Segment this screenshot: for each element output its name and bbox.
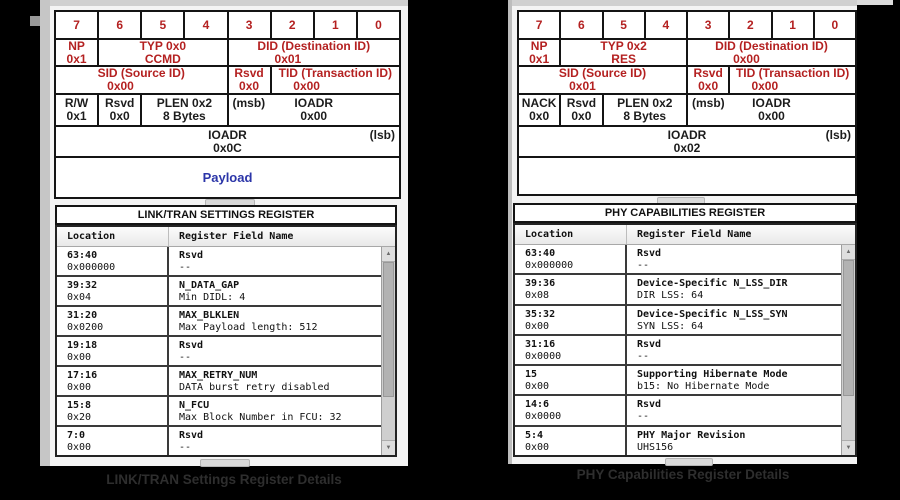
res-packet-panel bbox=[508, 0, 857, 464]
register-row: 7:0 0x00 Rsvd -- bbox=[57, 425, 395, 455]
rw-field: R/W 0x1 bbox=[56, 95, 97, 125]
bit-header-4: 4 bbox=[185, 12, 226, 38]
register-table-body bbox=[515, 245, 855, 455]
sid-field: SID (Source ID) 0x01 bbox=[519, 67, 686, 93]
register-row: 14:6 0x0000 Rsvd -- bbox=[515, 394, 855, 424]
bit-header-7: 7 bbox=[56, 12, 97, 38]
bit-header-5: 5 bbox=[142, 12, 183, 38]
bit-header-0: 0 bbox=[815, 12, 855, 38]
np-field: NP 0x1 bbox=[56, 40, 97, 65]
plen-field: PLEN 0x2 8 Bytes bbox=[142, 95, 226, 125]
ioadr-msb-field: (msb) IOADR 0x00 bbox=[229, 95, 400, 125]
register-row: 19:18 0x00 Rsvd -- bbox=[57, 335, 395, 365]
ioadr-lsb-field: (lsb) IOADR 0x0C bbox=[56, 127, 399, 156]
scrollbar-thumb[interactable] bbox=[843, 260, 854, 396]
phy-capabilities-register-table bbox=[513, 223, 857, 457]
register-table-title: LINK/TRAN SETTINGS REGISTER bbox=[55, 205, 397, 225]
link-tran-settings-register-table bbox=[55, 225, 397, 457]
register-table-header bbox=[57, 227, 395, 247]
register-row: 63:40 0x000000 Rsvd -- bbox=[515, 245, 855, 273]
typ-field: TYP 0x0 CCMD bbox=[99, 40, 226, 65]
rsvd-field: Rsvd 0x0 bbox=[688, 67, 728, 93]
did-field: DID (Destination ID) 0x00 bbox=[688, 40, 855, 65]
register-row: 39:32 0x04 N_DATA_GAP Min DIDL: 4 bbox=[57, 275, 395, 305]
bit-header-4: 4 bbox=[646, 12, 686, 38]
payload-field-empty bbox=[519, 158, 855, 194]
register-row: 5:4 0x00 PHY Major Revision UHS156 bbox=[515, 425, 855, 455]
ccmd-packet-bitfield-table bbox=[54, 10, 401, 199]
did-field: DID (Destination ID) 0x01 bbox=[229, 40, 400, 65]
column-header-location: Location bbox=[57, 227, 169, 246]
register-row: 31:16 0x0000 Rsvd -- bbox=[515, 334, 855, 364]
bit-header-7: 7 bbox=[519, 12, 559, 38]
bit-header-5: 5 bbox=[604, 12, 644, 38]
register-row: 35:32 0x00 Device-Specific N_LSS_SYN SYN LSS: 64 bbox=[515, 304, 855, 334]
bit-header-1: 1 bbox=[773, 12, 813, 38]
register-row: 39:36 0x08 Device-Specific N_LSS_DIR DIR LSS: 64 bbox=[515, 273, 855, 303]
sid-field: SID (Source ID) 0x00 bbox=[56, 67, 227, 93]
register-row: 31:20 0x0200 MAX_BLKLEN Max Payload length: 512 bbox=[57, 305, 395, 335]
column-header-location: Location bbox=[515, 225, 627, 244]
register-row: 63:40 0x000000 Rsvd -- bbox=[57, 247, 395, 275]
figure-caption-left: LINK/TRAN Settings Register Details bbox=[106, 472, 342, 487]
scroll-up-icon[interactable]: ▲ bbox=[382, 247, 395, 262]
column-header-field-name: Register Field Name bbox=[637, 229, 752, 240]
nack-field: NACK 0x0 bbox=[519, 95, 559, 125]
ccmd-packet-panel bbox=[40, 0, 408, 466]
bit-header-0: 0 bbox=[358, 12, 399, 38]
scroll-down-icon[interactable]: ▼ bbox=[842, 440, 855, 455]
scroll-down-icon[interactable]: ▼ bbox=[382, 440, 395, 455]
window-left-border bbox=[508, 0, 512, 464]
tid-field: TID (Transaction ID) 0x00 bbox=[272, 67, 399, 93]
register-table-body bbox=[57, 247, 395, 455]
register-row: 15:8 0x20 N_FCU Max Block Number in FCU: 32 bbox=[57, 395, 395, 425]
rsvd-field: Rsvd 0x0 bbox=[99, 95, 140, 125]
plen-field: PLEN 0x2 8 Bytes bbox=[604, 95, 687, 125]
register-row: 17:16 0x00 MAX_RETRY_NUM DATA burst retry disabled bbox=[57, 365, 395, 395]
window-edge-artifact bbox=[857, 0, 893, 5]
res-packet-bitfield-table bbox=[517, 10, 857, 196]
window-top-border bbox=[508, 0, 857, 6]
scroll-up-icon[interactable]: ▲ bbox=[842, 245, 855, 260]
horizontal-scrollbar-thumb[interactable] bbox=[665, 458, 713, 466]
window-top-border bbox=[40, 0, 408, 6]
tid-field: TID (Transaction ID) 0x00 bbox=[730, 67, 855, 93]
figure-caption-right: PHY Capabilities Register Details bbox=[576, 467, 790, 482]
column-header-field-name: Register Field Name bbox=[179, 231, 294, 242]
payload-field: Payload bbox=[56, 158, 399, 197]
bit-header-3: 3 bbox=[229, 12, 270, 38]
bit-header-2: 2 bbox=[730, 12, 770, 38]
register-table-title: PHY CAPABILITIES REGISTER bbox=[513, 203, 857, 223]
typ-field: TYP 0x2 RES bbox=[561, 40, 686, 65]
ioadr-lsb-field: (lsb) IOADR 0x02 bbox=[519, 127, 855, 156]
vertical-scrollbar[interactable] bbox=[381, 247, 395, 455]
rsvd-field: Rsvd 0x0 bbox=[229, 67, 270, 93]
bit-header-3: 3 bbox=[688, 12, 728, 38]
np-field: NP 0x1 bbox=[519, 40, 559, 65]
bit-header-6: 6 bbox=[561, 12, 601, 38]
rsvd-field: Rsvd 0x0 bbox=[561, 95, 601, 125]
bit-header-2: 2 bbox=[272, 12, 313, 38]
ioadr-msb-field: (msb) IOADR 0x00 bbox=[688, 95, 855, 125]
bit-header-1: 1 bbox=[315, 12, 356, 38]
register-row: 15 0x00 Supporting Hibernate Mode b15: No Hibernate Mode bbox=[515, 364, 855, 394]
vertical-scrollbar[interactable] bbox=[841, 245, 855, 455]
window-left-border bbox=[40, 0, 50, 466]
scrollbar-thumb[interactable] bbox=[383, 262, 394, 397]
horizontal-scrollbar-thumb[interactable] bbox=[200, 459, 250, 467]
bit-header-6: 6 bbox=[99, 12, 140, 38]
register-table-header bbox=[515, 225, 855, 245]
